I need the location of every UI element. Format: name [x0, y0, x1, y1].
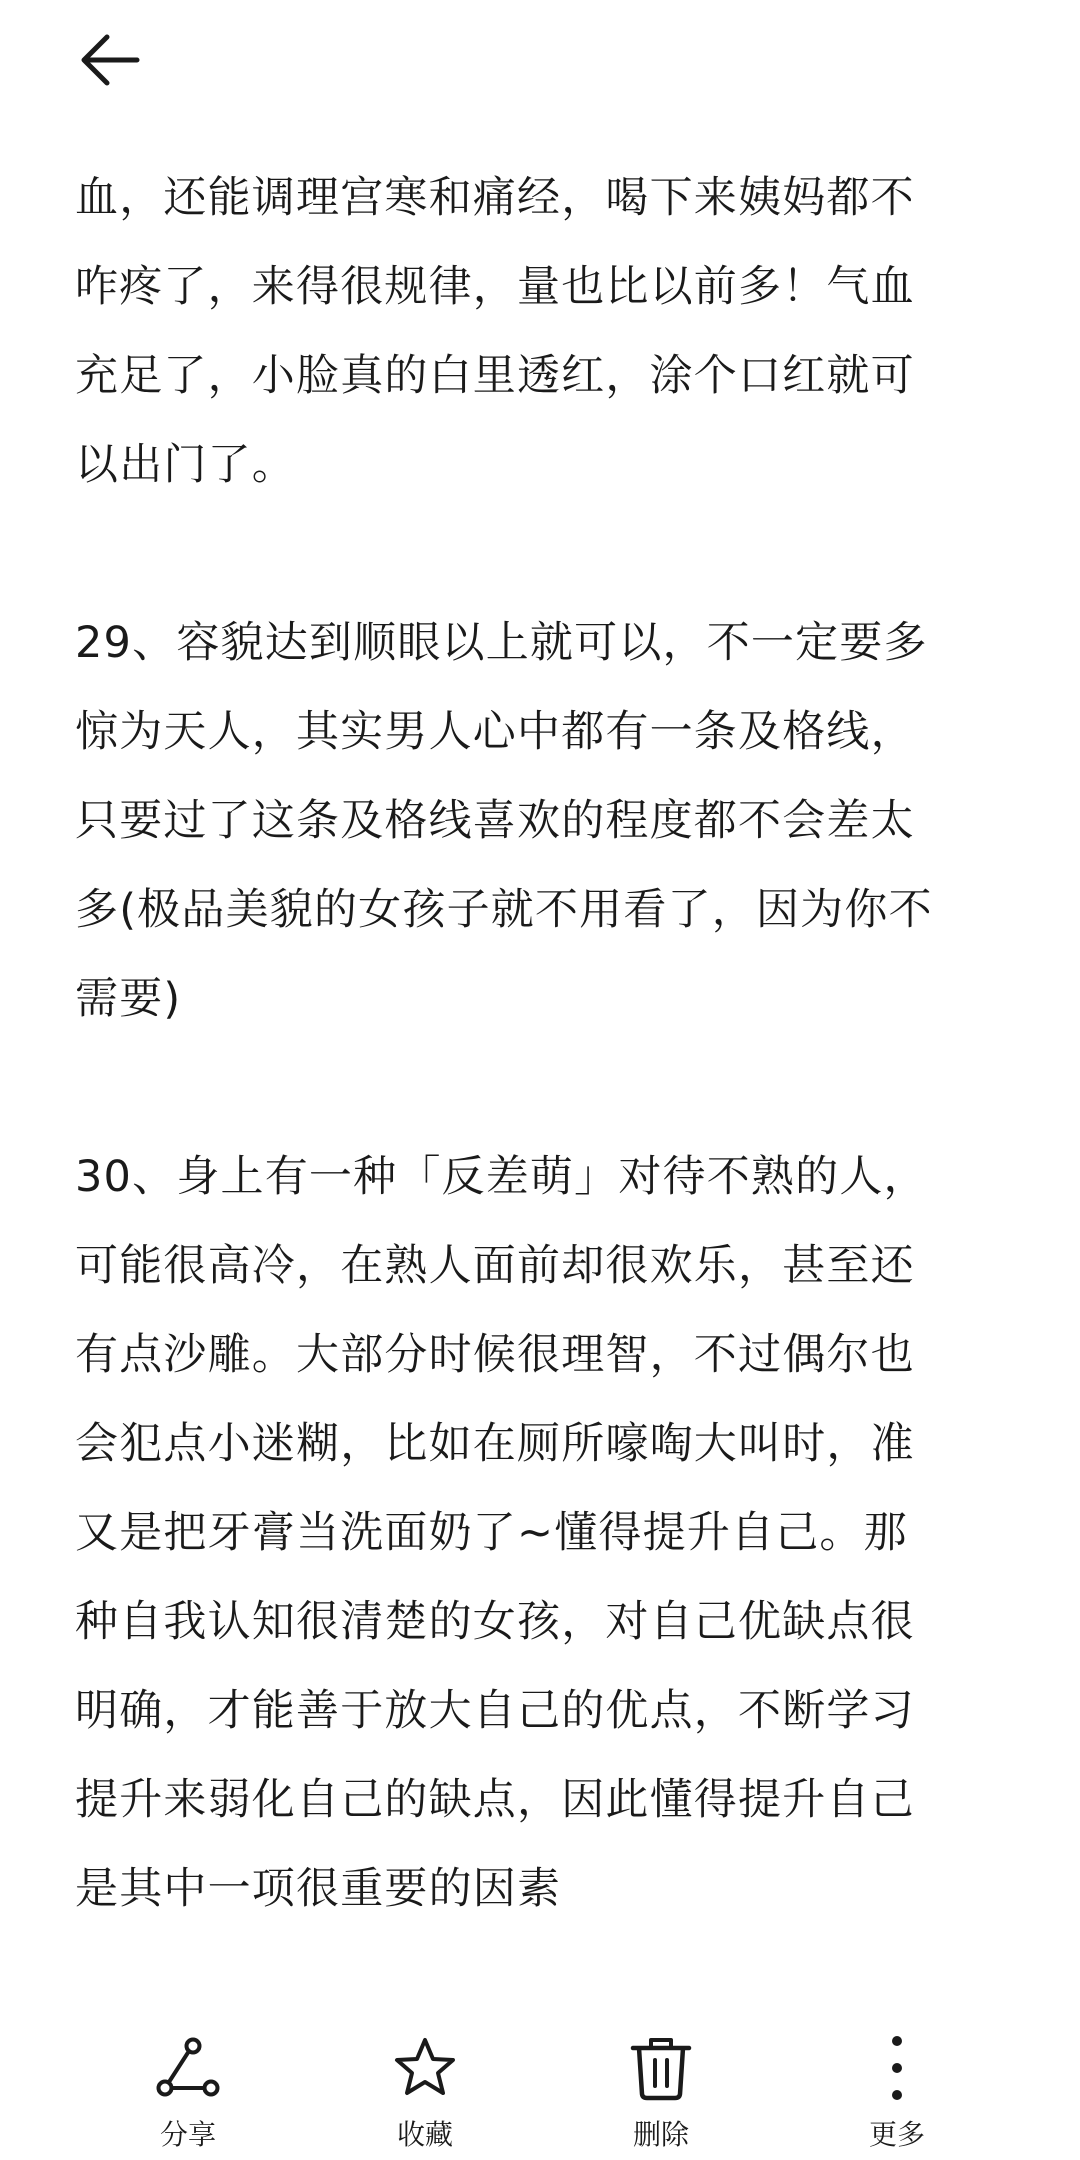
article-paragraph: 29、容貌达到顺眼以上就可以，不一定要多 惊为天人，其实男人心中都有一条及格线， 只要过了这条及格线喜欢的程度都不会差太 多(极品美貌的女孩子就不用看了，因为你不 需要)	[75, 618, 933, 1024]
article-paragraph: 血，还能调理宫寒和痛经，喝下来姨妈都不 咋疼了，来得很规律，量也比以前多！气血 充足了，小脸真的白里透红，涂个口红就可 以出门了。	[75, 173, 915, 490]
share-button[interactable]	[108, 2030, 268, 2160]
more-label: 更多	[868, 2118, 925, 2151]
arrow-left-icon	[75, 25, 145, 95]
delete-button[interactable]	[581, 2030, 741, 2160]
delete-label: 删除	[632, 2118, 689, 2151]
favorite-label: 收藏	[396, 2118, 453, 2151]
bottom-action-bar	[0, 2020, 1080, 2160]
star-icon	[387, 2030, 463, 2106]
article-paragraph: 30、身上有一种「反差萌」对待不熟的人， 可能很高冷，在熟人面前却很欢乐，甚至还 有点沙雕。大部分时候很理智，不过偶尔也 会犯点小迷糊，比如在厕所嚎啕大叫时，准 又是把牙膏当洗面奶了~懂得提升自己。那 种自我认知很清楚的女孩，对自己优缺点很 明确，才能善于放大自己的优点，不断学习 提升来弱化自己的缺点，因此懂得提升自己 是其中一项很重要的因素	[75, 1152, 928, 1914]
trash-icon	[623, 2030, 699, 2106]
back-button[interactable]	[60, 10, 160, 110]
article-content	[75, 154, 1015, 1934]
share-label: 分享	[159, 2118, 216, 2151]
top-bar	[0, 0, 1080, 130]
more-vertical-icon	[859, 2030, 935, 2106]
share-icon	[150, 2030, 226, 2106]
favorite-button[interactable]	[345, 2030, 505, 2160]
more-button[interactable]	[817, 2030, 977, 2160]
